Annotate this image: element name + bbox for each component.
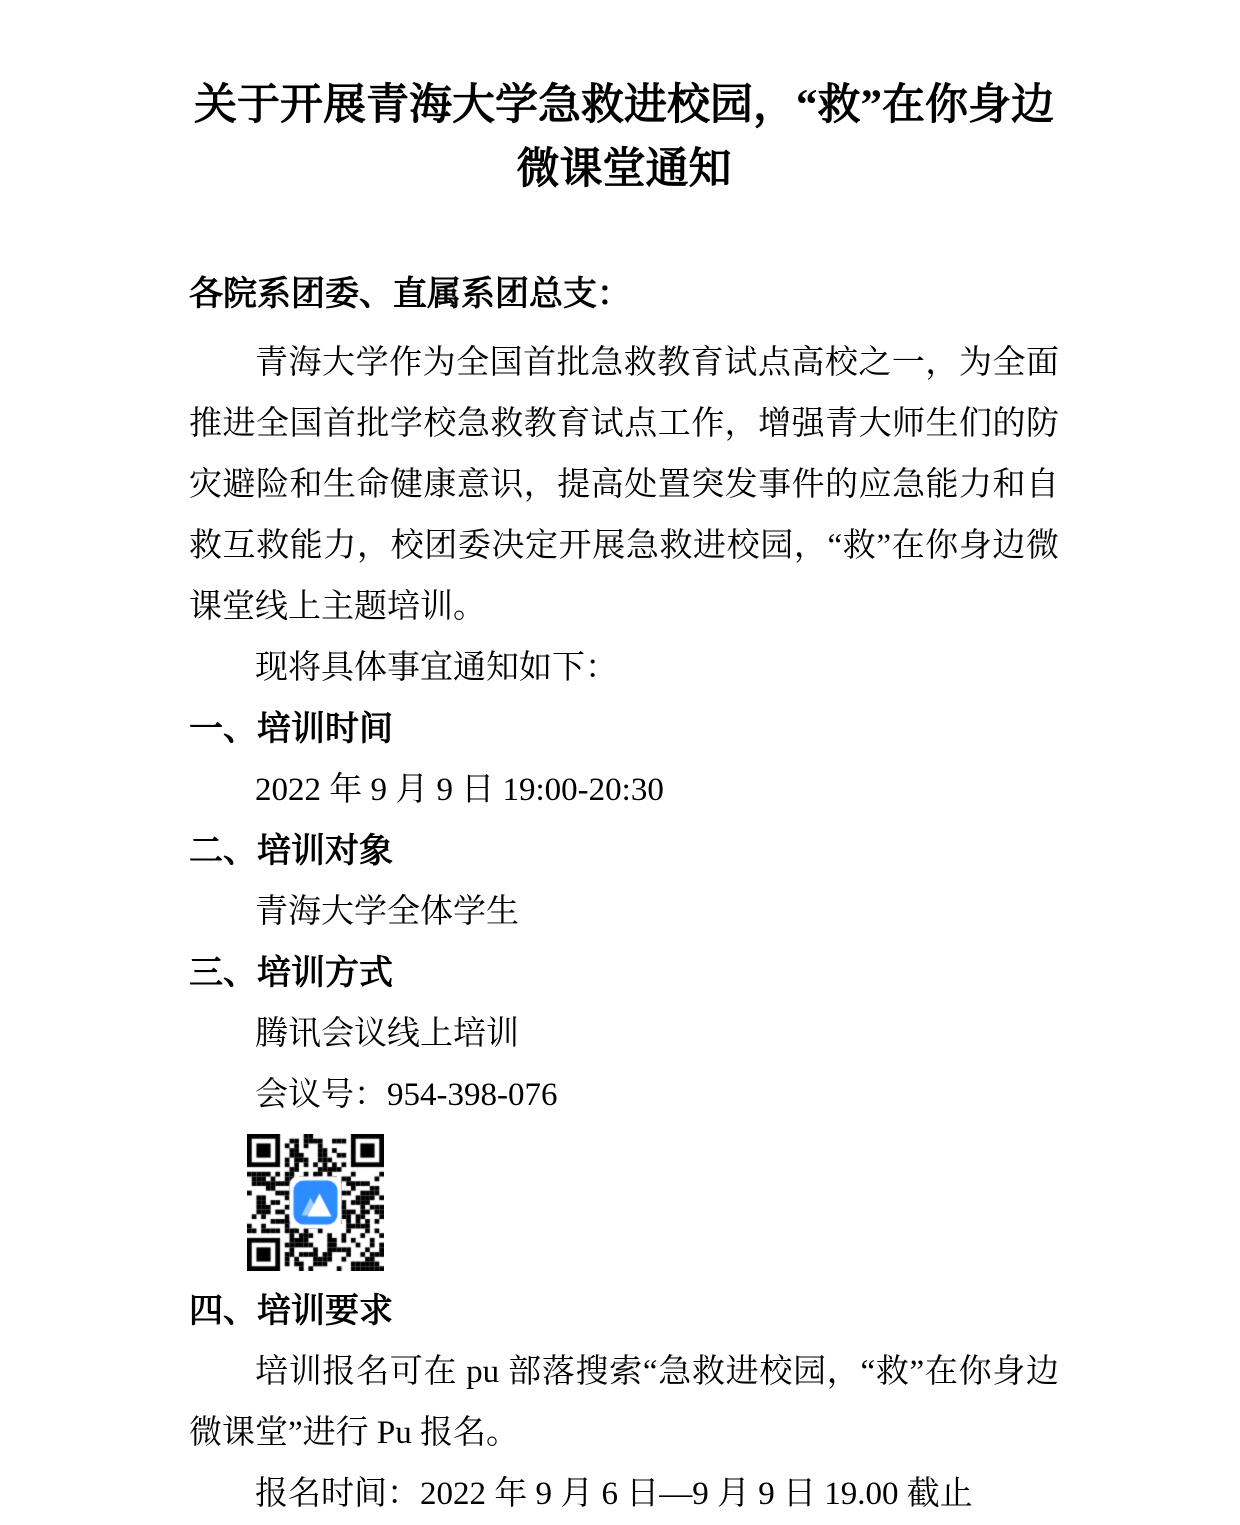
notice-document: [189, 0, 1059, 1525]
title-line-2: 微课堂通知: [516, 146, 732, 193]
training-time-value: 2022 年 9 月 9 日 19:00-20:30: [255, 772, 664, 808]
section-heading-training-time: 一、培训时间: [189, 710, 393, 748]
training-audience-value: 青海大学全体学生: [255, 894, 519, 930]
salutation: 各院系团委、直属系团总支：: [189, 276, 631, 313]
tencent-meeting-qr-code: [247, 1134, 384, 1271]
section-heading-training-method: 三、培训方式: [189, 954, 393, 992]
notice-line: 现将具体事宜通知如下：: [255, 650, 618, 686]
title-line-1: 关于开展青海大学急救进校园，“救”在你身边: [194, 82, 1054, 129]
meeting-number: 会议号：954-398-076: [255, 1077, 558, 1113]
intro-paragraph: 青海大学作为全国首批急救教育试点高校之一，为全面推进全国首批学校急救教育试点工作，增强青大师生们的防灾避险和生命健康意识，提高处置突发事件的应急能力和自救互救能力，校团委决定开展急救进校园，“救”在你身边微课堂线上主题培训。: [189, 345, 1059, 625]
training-method-value: 腾讯会议线上培训: [255, 1016, 519, 1052]
registration-instructions: 培训报名可在 pu 部落搜索“急救进校园，“救”在你身边微课堂”进行 Pu 报名。: [189, 1354, 1059, 1451]
section-heading-training-requirements: 四、培训要求: [189, 1292, 393, 1330]
document-title: [189, 74, 1059, 202]
registration-deadline: 报名时间：2022 年 9 月 6 日—9 月 9 日 19.00 截止: [255, 1476, 973, 1512]
section-heading-training-audience: 二、培训对象: [189, 832, 393, 870]
